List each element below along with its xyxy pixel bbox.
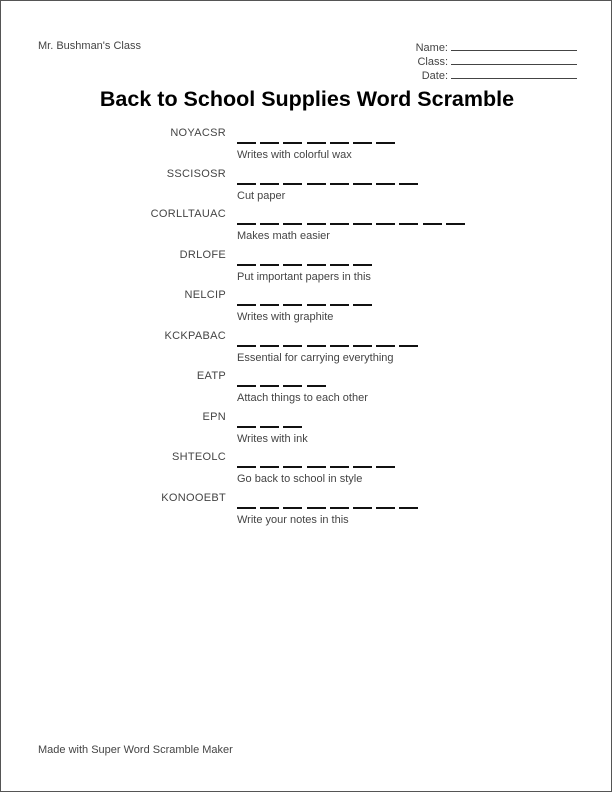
scrambled-word: NOYACSR — [170, 127, 226, 139]
letter-blank[interactable] — [307, 133, 326, 144]
answer-blanks[interactable] — [237, 336, 423, 348]
letter-blank[interactable] — [353, 336, 372, 347]
letter-blank[interactable] — [283, 133, 302, 144]
puzzle-item — [1, 168, 612, 209]
scrambled-word: SSCISOSR — [166, 167, 226, 180]
letter-blank[interactable] — [237, 498, 256, 509]
name-label: Name: — [415, 42, 448, 54]
puzzle-item — [1, 289, 612, 330]
letter-blank[interactable] — [330, 214, 349, 225]
letter-blank[interactable] — [353, 498, 372, 509]
letter-blank[interactable] — [260, 457, 279, 468]
letter-blank[interactable] — [283, 214, 302, 225]
letter-blank[interactable] — [307, 336, 326, 347]
letter-blank[interactable] — [423, 214, 442, 225]
puzzle-item — [1, 127, 612, 168]
puzzle-item — [1, 451, 612, 492]
letter-blank[interactable] — [307, 255, 326, 266]
letter-blank[interactable] — [330, 133, 349, 144]
letter-blank[interactable] — [376, 214, 395, 225]
letter-blank[interactable] — [283, 295, 302, 306]
letter-blank[interactable] — [260, 174, 279, 185]
letter-blank[interactable] — [399, 174, 418, 185]
puzzle-item — [1, 330, 612, 371]
letter-blank[interactable] — [260, 417, 279, 428]
letter-blank[interactable] — [307, 214, 326, 225]
letter-blank[interactable] — [237, 295, 256, 306]
letter-blank[interactable] — [237, 417, 256, 428]
hint-text: Put important papers in this — [237, 270, 371, 283]
answer-blanks[interactable] — [237, 498, 423, 510]
letter-blank[interactable] — [283, 255, 302, 266]
answer-blanks[interactable] — [237, 417, 307, 429]
letter-blank[interactable] — [307, 498, 326, 509]
letter-blank[interactable] — [446, 214, 465, 225]
answer-blanks[interactable] — [237, 376, 330, 388]
answer-blanks[interactable] — [237, 255, 376, 267]
puzzle-item — [1, 370, 612, 411]
hint-text: Writes with colorful wax — [237, 149, 352, 161]
letter-blank[interactable] — [283, 174, 302, 185]
class-name: Mr. Bushman's Class — [38, 40, 141, 52]
puzzle-item — [1, 208, 612, 249]
date-label: Date: — [421, 70, 448, 82]
letter-blank[interactable] — [353, 174, 372, 185]
hint-text: Attach things to each other — [237, 392, 368, 404]
date-field-row — [416, 68, 577, 82]
hint-text: Makes math easier — [237, 230, 330, 242]
puzzle-item — [1, 411, 612, 452]
class-label: Class: — [417, 56, 448, 68]
letter-blank[interactable] — [237, 214, 256, 225]
scrambled-word: NELCIP — [184, 289, 226, 301]
hint-text: Cut paper — [237, 189, 286, 202]
letter-blank[interactable] — [283, 417, 302, 428]
letter-blank[interactable] — [283, 376, 302, 387]
class-line[interactable] — [451, 54, 577, 65]
hint-text: Writes with graphite — [237, 311, 334, 323]
answer-blanks[interactable] — [237, 295, 376, 307]
letter-blank[interactable] — [307, 457, 326, 468]
student-info-fields — [416, 40, 577, 82]
letter-blank[interactable] — [353, 214, 372, 225]
hint-text: Writes with ink — [237, 432, 308, 445]
letter-blank[interactable] — [237, 376, 256, 387]
letter-blank[interactable] — [353, 295, 372, 306]
puzzle-list — [1, 127, 612, 532]
letter-blank[interactable] — [260, 133, 279, 144]
letter-blank[interactable] — [237, 336, 256, 347]
answer-blanks[interactable] — [237, 457, 399, 469]
letter-blank[interactable] — [307, 174, 326, 185]
letter-blank[interactable] — [330, 336, 349, 347]
scrambled-word: KONOOEBT — [161, 491, 226, 504]
letter-blank[interactable] — [237, 174, 256, 185]
letter-blank[interactable] — [330, 295, 349, 306]
class-field-row — [416, 54, 577, 68]
letter-blank[interactable] — [353, 255, 372, 266]
letter-blank[interactable] — [376, 133, 395, 144]
letter-blank[interactable] — [330, 255, 349, 266]
footer-credit: Made with Super Word Scramble Maker — [38, 744, 233, 756]
hint-text: Write your notes in this — [237, 513, 349, 526]
scrambled-word: DRLOFE — [179, 248, 226, 261]
scrambled-word: SHTEOLC — [171, 451, 226, 463]
scrambled-word: KCKPABAC — [164, 329, 226, 342]
letter-blank[interactable] — [260, 255, 279, 266]
date-line[interactable] — [451, 68, 577, 79]
puzzle-item — [1, 249, 612, 290]
letter-blank[interactable] — [283, 498, 302, 509]
scrambled-word: CORLLTAUAC — [150, 208, 226, 220]
letter-blank[interactable] — [237, 457, 256, 468]
letter-blank[interactable] — [353, 133, 372, 144]
name-field-row — [416, 40, 577, 54]
letter-blank[interactable] — [237, 255, 256, 266]
scrambled-word: EATP — [196, 370, 226, 382]
puzzle-item — [1, 492, 612, 533]
letter-blank[interactable] — [353, 457, 372, 468]
letter-blank[interactable] — [330, 498, 349, 509]
name-line[interactable] — [451, 40, 577, 51]
letter-blank[interactable] — [307, 376, 326, 387]
letter-blank[interactable] — [307, 295, 326, 306]
letter-blank[interactable] — [237, 133, 256, 144]
letter-blank[interactable] — [283, 457, 302, 468]
letter-blank[interactable] — [399, 336, 418, 347]
letter-blank[interactable] — [376, 457, 395, 468]
letter-blank[interactable] — [260, 336, 279, 347]
letter-blank[interactable] — [399, 214, 418, 225]
letter-blank[interactable] — [260, 214, 279, 225]
letter-blank[interactable] — [260, 295, 279, 306]
letter-blank[interactable] — [376, 498, 395, 509]
letter-blank[interactable] — [330, 174, 349, 185]
letter-blank[interactable] — [330, 457, 349, 468]
answer-blanks[interactable] — [237, 133, 399, 145]
letter-blank[interactable] — [399, 498, 418, 509]
answer-blanks[interactable] — [237, 174, 423, 186]
scrambled-word: EPN — [202, 410, 226, 423]
letter-blank[interactable] — [376, 336, 395, 347]
letter-blank[interactable] — [260, 498, 279, 509]
hint-text: Essential for carrying everything — [237, 351, 394, 364]
hint-text: Go back to school in style — [237, 473, 363, 485]
letter-blank[interactable] — [376, 174, 395, 185]
page-title: Back to School Supplies Word Scramble — [99, 87, 515, 111]
answer-blanks[interactable] — [237, 214, 469, 226]
letter-blank[interactable] — [260, 376, 279, 387]
letter-blank[interactable] — [283, 336, 302, 347]
